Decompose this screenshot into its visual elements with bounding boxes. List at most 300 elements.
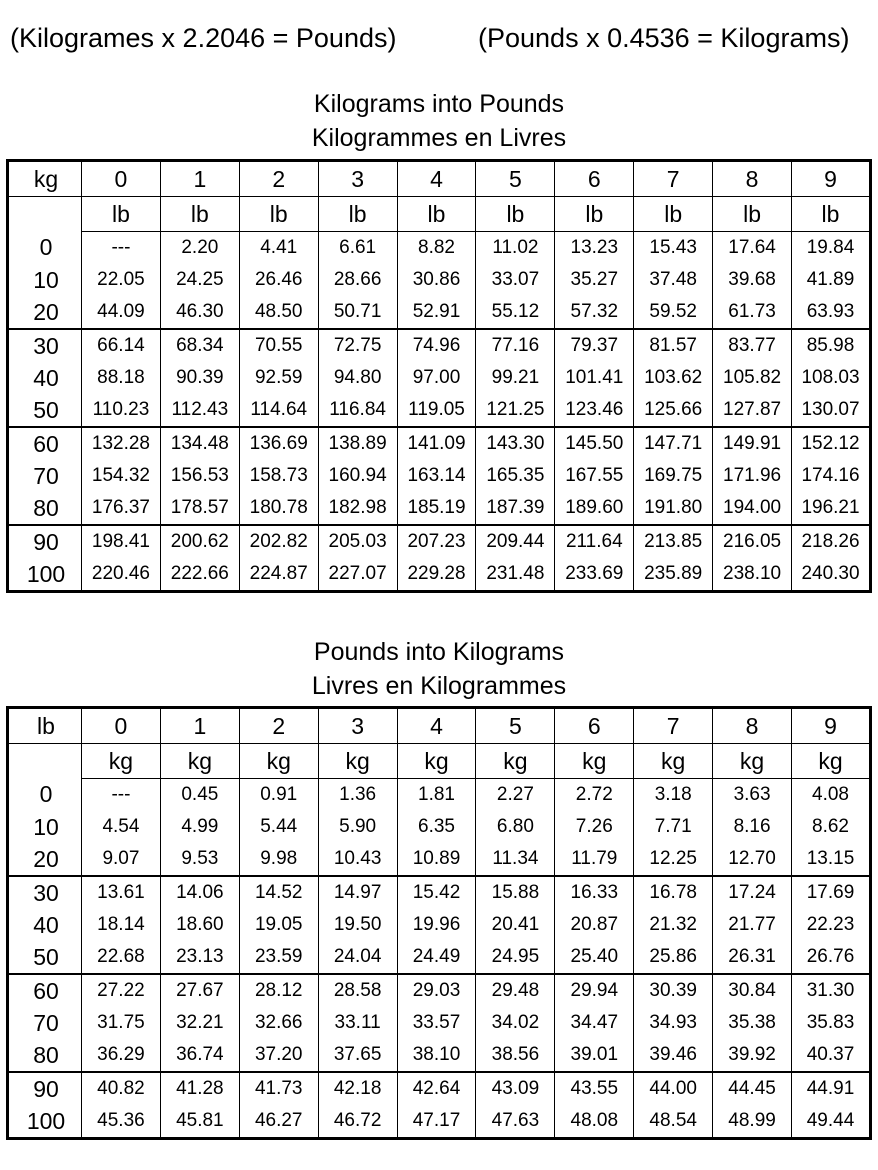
table-cell: 1.81 <box>397 779 476 812</box>
table-cell: 7.26 <box>555 811 634 843</box>
table-cell: 21.32 <box>634 909 713 941</box>
corner-label: lb <box>8 708 82 744</box>
table-cell: 99.21 <box>476 362 555 394</box>
table-cell: 10.43 <box>318 843 397 876</box>
column-header: 3 <box>318 708 397 744</box>
table-row <box>8 525 871 558</box>
table-cell: 31.75 <box>82 1007 161 1039</box>
table-cell: 20.41 <box>476 909 555 941</box>
table-cell: 174.16 <box>792 460 871 492</box>
table-row <box>8 941 871 974</box>
unit-label: lb <box>555 197 634 232</box>
column-header: 8 <box>713 708 792 744</box>
column-header: 7 <box>634 708 713 744</box>
table-cell: 63.93 <box>792 296 871 329</box>
table-cell: 33.07 <box>476 264 555 296</box>
unit-row <box>8 744 871 779</box>
table-cell: 11.79 <box>555 843 634 876</box>
table-cell: 4.54 <box>82 811 161 843</box>
table-cell: 19.84 <box>792 232 871 265</box>
header-row <box>8 708 871 744</box>
unit-label: kg <box>160 744 239 779</box>
table-cell: 26.46 <box>239 264 318 296</box>
table-cell: 4.08 <box>792 779 871 812</box>
table-cell: 167.55 <box>555 460 634 492</box>
row-label: 40 <box>33 364 59 391</box>
table-cell: 238.10 <box>713 558 792 592</box>
table-cell: 169.75 <box>634 460 713 492</box>
table-cell: 41.73 <box>239 1072 318 1105</box>
table-cell: 2.72 <box>555 779 634 812</box>
table-cell: 182.98 <box>318 492 397 525</box>
table-row <box>8 460 871 492</box>
row-label: 0 <box>39 234 53 261</box>
table-cell: 12.25 <box>634 843 713 876</box>
table-cell: 72.75 <box>318 329 397 362</box>
table-cell: 35.83 <box>792 1007 871 1039</box>
table-cell: 235.89 <box>634 558 713 592</box>
table-cell: 5.90 <box>318 811 397 843</box>
table-cell: 22.68 <box>82 941 161 974</box>
table-cell: 30.86 <box>397 264 476 296</box>
table-cell: 57.32 <box>555 296 634 329</box>
table-cell: 18.14 <box>82 909 161 941</box>
table-cell: 145.50 <box>555 427 634 460</box>
table-cell: 143.30 <box>476 427 555 460</box>
table-cell: 25.86 <box>634 941 713 974</box>
column-header: 1 <box>160 708 239 744</box>
table-cell: 92.59 <box>239 362 318 394</box>
table-cell: 178.57 <box>160 492 239 525</box>
table-cell: 17.69 <box>792 876 871 909</box>
table-row <box>8 232 871 265</box>
table-cell: 6.61 <box>318 232 397 265</box>
table-cell: 20.87 <box>555 909 634 941</box>
table-cell: 36.29 <box>82 1039 161 1072</box>
table-cell: 36.74 <box>160 1039 239 1072</box>
table-cell: 48.50 <box>239 296 318 329</box>
row-label: 80 <box>33 494 59 521</box>
table-cell: 39.68 <box>713 264 792 296</box>
unit-label: lb <box>792 197 871 232</box>
unit-label: kg <box>555 744 634 779</box>
table-cell: 40.82 <box>82 1072 161 1105</box>
table-cell: 231.48 <box>476 558 555 592</box>
unit-row-blank <box>8 197 82 232</box>
lb-table-title-fr: Livres en Kilogrammes <box>311 672 567 700</box>
table-cell: 24.49 <box>397 941 476 974</box>
unit-label: lb <box>160 197 239 232</box>
table-cell: 13.61 <box>82 876 161 909</box>
table-cell: 35.38 <box>713 1007 792 1039</box>
row-label: 100 <box>26 560 66 587</box>
table-cell: 8.82 <box>397 232 476 265</box>
table-cell: 11.02 <box>476 232 555 265</box>
table-cell: 49.44 <box>792 1105 871 1139</box>
table-cell: 7.71 <box>634 811 713 843</box>
table-row <box>8 779 871 812</box>
table-cell: 17.64 <box>713 232 792 265</box>
table-cell: 24.95 <box>476 941 555 974</box>
table-cell: 163.14 <box>397 460 476 492</box>
column-header: 2 <box>239 708 318 744</box>
table-cell: 74.96 <box>397 329 476 362</box>
table-cell: 22.05 <box>82 264 161 296</box>
table-cell: 28.66 <box>318 264 397 296</box>
table-cell: 17.24 <box>713 876 792 909</box>
table-cell: 209.44 <box>476 525 555 558</box>
table-cell: 29.03 <box>397 974 476 1007</box>
table-cell: 185.19 <box>397 492 476 525</box>
table-cell: 198.41 <box>82 525 161 558</box>
table-cell: 19.05 <box>239 909 318 941</box>
table-cell: 39.01 <box>555 1039 634 1072</box>
table-cell: 24.25 <box>160 264 239 296</box>
table-row <box>8 329 871 362</box>
table-cell: 34.47 <box>555 1007 634 1039</box>
row-label: 90 <box>8 1072 82 1105</box>
row-label: 70 <box>33 1009 59 1036</box>
table-cell: 110.23 <box>82 394 161 427</box>
table-cell: 116.84 <box>318 394 397 427</box>
table-cell: 152.12 <box>792 427 871 460</box>
table-cell: 85.98 <box>792 329 871 362</box>
table-cell: 119.05 <box>397 394 476 427</box>
table-cell: 19.96 <box>397 909 476 941</box>
table-cell: 147.71 <box>634 427 713 460</box>
unit-label: kg <box>397 744 476 779</box>
table-cell: 29.94 <box>555 974 634 1007</box>
table-row <box>8 296 871 329</box>
table-cell: 222.66 <box>160 558 239 592</box>
table-cell: 176.37 <box>82 492 161 525</box>
table-cell: 15.88 <box>476 876 555 909</box>
table-cell: 55.12 <box>476 296 555 329</box>
table-cell: 43.55 <box>555 1072 634 1105</box>
table-cell: 12.70 <box>713 843 792 876</box>
table-cell: 15.42 <box>397 876 476 909</box>
table-cell: 233.69 <box>555 558 634 592</box>
table-cell: 180.78 <box>239 492 318 525</box>
table-cell: 5.44 <box>239 811 318 843</box>
table-cell: 112.43 <box>160 394 239 427</box>
table-cell: 8.16 <box>713 811 792 843</box>
table-row <box>8 1105 871 1139</box>
table-cell: 123.46 <box>555 394 634 427</box>
table-cell: 9.53 <box>160 843 239 876</box>
table-cell: 132.28 <box>82 427 161 460</box>
table-cell: 40.37 <box>792 1039 871 1072</box>
table-cell: 218.26 <box>792 525 871 558</box>
row-label: 20 <box>33 298 59 325</box>
table-cell: 88.18 <box>82 362 161 394</box>
table-cell: 18.60 <box>160 909 239 941</box>
table-cell: 14.97 <box>318 876 397 909</box>
table-cell: 6.35 <box>397 811 476 843</box>
table-cell: 2.27 <box>476 779 555 812</box>
table-cell: 48.08 <box>555 1105 634 1139</box>
column-header: 5 <box>476 161 555 197</box>
table-row <box>8 427 871 460</box>
table-cell: 227.07 <box>318 558 397 592</box>
table-cell: --- <box>82 779 161 812</box>
table-cell: --- <box>82 232 161 265</box>
table-cell: 30.39 <box>634 974 713 1007</box>
kg-table-title-fr: Kilogrammes en Livres <box>311 124 567 152</box>
table-cell: 48.54 <box>634 1105 713 1139</box>
table-cell: 211.64 <box>555 525 634 558</box>
table-cell: 2.20 <box>160 232 239 265</box>
table-cell: 41.89 <box>792 264 871 296</box>
table-cell: 26.31 <box>713 941 792 974</box>
row-label: 60 <box>8 974 82 1007</box>
table-cell: 66.14 <box>82 329 161 362</box>
row-label: 0 <box>39 781 53 808</box>
table-cell: 30.84 <box>713 974 792 1007</box>
table-cell: 59.52 <box>634 296 713 329</box>
row-label: 30 <box>8 329 82 362</box>
table-row <box>8 1072 871 1105</box>
table-cell: 224.87 <box>239 558 318 592</box>
kg-to-lb-formula: (Kilogrames x 2.2046 = Pounds) <box>10 23 397 53</box>
unit-label: kg <box>713 744 792 779</box>
column-header: 4 <box>397 708 476 744</box>
table-cell: 136.69 <box>239 427 318 460</box>
column-header: 5 <box>476 708 555 744</box>
row-label: 50 <box>33 396 59 423</box>
table-row <box>8 974 871 1007</box>
table-cell: 205.03 <box>318 525 397 558</box>
unit-row-blank <box>8 744 82 779</box>
table-cell: 61.73 <box>713 296 792 329</box>
table-row <box>8 811 871 843</box>
table-cell: 39.92 <box>713 1039 792 1072</box>
table-cell: 28.58 <box>318 974 397 1007</box>
table-cell: 14.06 <box>160 876 239 909</box>
table-cell: 81.57 <box>634 329 713 362</box>
column-header: 1 <box>160 161 239 197</box>
row-label: 60 <box>8 427 82 460</box>
table-cell: 90.39 <box>160 362 239 394</box>
table-cell: 158.73 <box>239 460 318 492</box>
table-row <box>8 876 871 909</box>
table-row <box>8 394 871 427</box>
table-cell: 50.71 <box>318 296 397 329</box>
table-cell: 13.15 <box>792 843 871 876</box>
column-header: 9 <box>792 161 871 197</box>
table-cell: 3.18 <box>634 779 713 812</box>
table-cell: 191.80 <box>634 492 713 525</box>
table-cell: 68.34 <box>160 329 239 362</box>
table-cell: 29.48 <box>476 974 555 1007</box>
table-cell: 213.85 <box>634 525 713 558</box>
table-cell: 19.50 <box>318 909 397 941</box>
table-cell: 187.39 <box>476 492 555 525</box>
row-label: 10 <box>33 266 59 293</box>
lb-to-kg-formula: (Pounds x 0.4536 = Kilograms) <box>478 23 850 53</box>
column-header: 0 <box>82 708 161 744</box>
table-cell: 44.09 <box>82 296 161 329</box>
table-cell: 28.12 <box>239 974 318 1007</box>
table-cell: 38.10 <box>397 1039 476 1072</box>
table-cell: 165.35 <box>476 460 555 492</box>
table-cell: 32.21 <box>160 1007 239 1039</box>
table-cell: 44.91 <box>792 1072 871 1105</box>
table-cell: 25.40 <box>555 941 634 974</box>
table-cell: 138.89 <box>318 427 397 460</box>
column-header: 2 <box>239 161 318 197</box>
table-cell: 15.43 <box>634 232 713 265</box>
table-cell: 46.72 <box>318 1105 397 1139</box>
table-cell: 4.41 <box>239 232 318 265</box>
table-cell: 22.23 <box>792 909 871 941</box>
table-cell: 3.63 <box>713 779 792 812</box>
table-cell: 97.00 <box>397 362 476 394</box>
row-label: 30 <box>8 876 82 909</box>
column-header: 3 <box>318 161 397 197</box>
table-cell: 196.21 <box>792 492 871 525</box>
column-header: 6 <box>555 161 634 197</box>
table-cell: 38.56 <box>476 1039 555 1072</box>
table-cell: 171.96 <box>713 460 792 492</box>
table-cell: 160.94 <box>318 460 397 492</box>
table-cell: 8.62 <box>792 811 871 843</box>
table-cell: 105.82 <box>713 362 792 394</box>
table-cell: 141.09 <box>397 427 476 460</box>
table-row <box>8 264 871 296</box>
table-cell: 240.30 <box>792 558 871 592</box>
unit-label: kg <box>239 744 318 779</box>
unit-label: lb <box>397 197 476 232</box>
table-cell: 42.64 <box>397 1072 476 1105</box>
table-row <box>8 558 871 592</box>
lb-table-title-en: Pounds into Kilograms <box>313 638 565 666</box>
table-cell: 48.99 <box>713 1105 792 1139</box>
table-cell: 32.66 <box>239 1007 318 1039</box>
table-cell: 0.91 <box>239 779 318 812</box>
table-cell: 79.37 <box>555 329 634 362</box>
table-cell: 31.30 <box>792 974 871 1007</box>
table-cell: 1.36 <box>318 779 397 812</box>
table-cell: 130.07 <box>792 394 871 427</box>
table-cell: 200.62 <box>160 525 239 558</box>
table-cell: 33.11 <box>318 1007 397 1039</box>
table-cell: 34.02 <box>476 1007 555 1039</box>
table-cell: 33.57 <box>397 1007 476 1039</box>
row-label: 70 <box>33 462 59 489</box>
table-cell: 207.23 <box>397 525 476 558</box>
column-header: 6 <box>555 708 634 744</box>
table-cell: 47.17 <box>397 1105 476 1139</box>
table-cell: 44.45 <box>713 1072 792 1105</box>
table-cell: 13.23 <box>555 232 634 265</box>
conversion-formulas <box>0 20 878 56</box>
corner-label: kg <box>8 161 82 197</box>
table-cell: 27.67 <box>160 974 239 1007</box>
table-cell: 94.80 <box>318 362 397 394</box>
unit-label: lb <box>82 197 161 232</box>
row-label: 50 <box>33 943 59 970</box>
table-cell: 6.80 <box>476 811 555 843</box>
table-cell: 101.41 <box>555 362 634 394</box>
table-cell: 52.91 <box>397 296 476 329</box>
table-cell: 189.60 <box>555 492 634 525</box>
table-cell: 134.48 <box>160 427 239 460</box>
table-cell: 10.89 <box>397 843 476 876</box>
table-cell: 194.00 <box>713 492 792 525</box>
table-cell: 70.55 <box>239 329 318 362</box>
table-cell: 154.32 <box>82 460 161 492</box>
table-cell: 21.77 <box>713 909 792 941</box>
row-label: 100 <box>26 1107 66 1134</box>
table-cell: 47.63 <box>476 1105 555 1139</box>
table-cell: 216.05 <box>713 525 792 558</box>
table-cell: 4.99 <box>160 811 239 843</box>
table-cell: 9.98 <box>239 843 318 876</box>
table-cell: 37.20 <box>239 1039 318 1072</box>
column-header: 9 <box>792 708 871 744</box>
row-label: 90 <box>8 525 82 558</box>
unit-label: lb <box>318 197 397 232</box>
table-cell: 121.25 <box>476 394 555 427</box>
table-cell: 23.13 <box>160 941 239 974</box>
table-cell: 46.30 <box>160 296 239 329</box>
table-cell: 39.46 <box>634 1039 713 1072</box>
unit-label: kg <box>634 744 713 779</box>
table-cell: 83.77 <box>713 329 792 362</box>
table-cell: 202.82 <box>239 525 318 558</box>
table-cell: 37.48 <box>634 264 713 296</box>
column-header: 0 <box>82 161 161 197</box>
table-cell: 44.00 <box>634 1072 713 1105</box>
table-cell: 45.36 <box>82 1105 161 1139</box>
table-row <box>8 362 871 394</box>
table-row <box>8 492 871 525</box>
table-cell: 156.53 <box>160 460 239 492</box>
unit-label: kg <box>82 744 161 779</box>
table-cell: 77.16 <box>476 329 555 362</box>
kg-to-lb-table <box>6 159 872 593</box>
table-cell: 42.18 <box>318 1072 397 1105</box>
unit-row <box>8 197 871 232</box>
table-cell: 46.27 <box>239 1105 318 1139</box>
table-cell: 24.04 <box>318 941 397 974</box>
table-cell: 23.59 <box>239 941 318 974</box>
lb-to-kg-table <box>6 706 872 1140</box>
table-cell: 125.66 <box>634 394 713 427</box>
table-cell: 27.22 <box>82 974 161 1007</box>
header-row <box>8 161 871 197</box>
table-cell: 114.64 <box>239 394 318 427</box>
unit-label: lb <box>634 197 713 232</box>
row-label: 80 <box>33 1041 59 1068</box>
table-cell: 14.52 <box>239 876 318 909</box>
column-header: 8 <box>713 161 792 197</box>
unit-label: kg <box>476 744 555 779</box>
table-cell: 103.62 <box>634 362 713 394</box>
column-header: 4 <box>397 161 476 197</box>
unit-label: lb <box>713 197 792 232</box>
table-cell: 127.87 <box>713 394 792 427</box>
table-cell: 220.46 <box>82 558 161 592</box>
row-label: 40 <box>33 911 59 938</box>
table-cell: 9.07 <box>82 843 161 876</box>
table-cell: 41.28 <box>160 1072 239 1105</box>
table-row <box>8 1007 871 1039</box>
table-cell: 43.09 <box>476 1072 555 1105</box>
table-cell: 45.81 <box>160 1105 239 1139</box>
unit-label: lb <box>476 197 555 232</box>
